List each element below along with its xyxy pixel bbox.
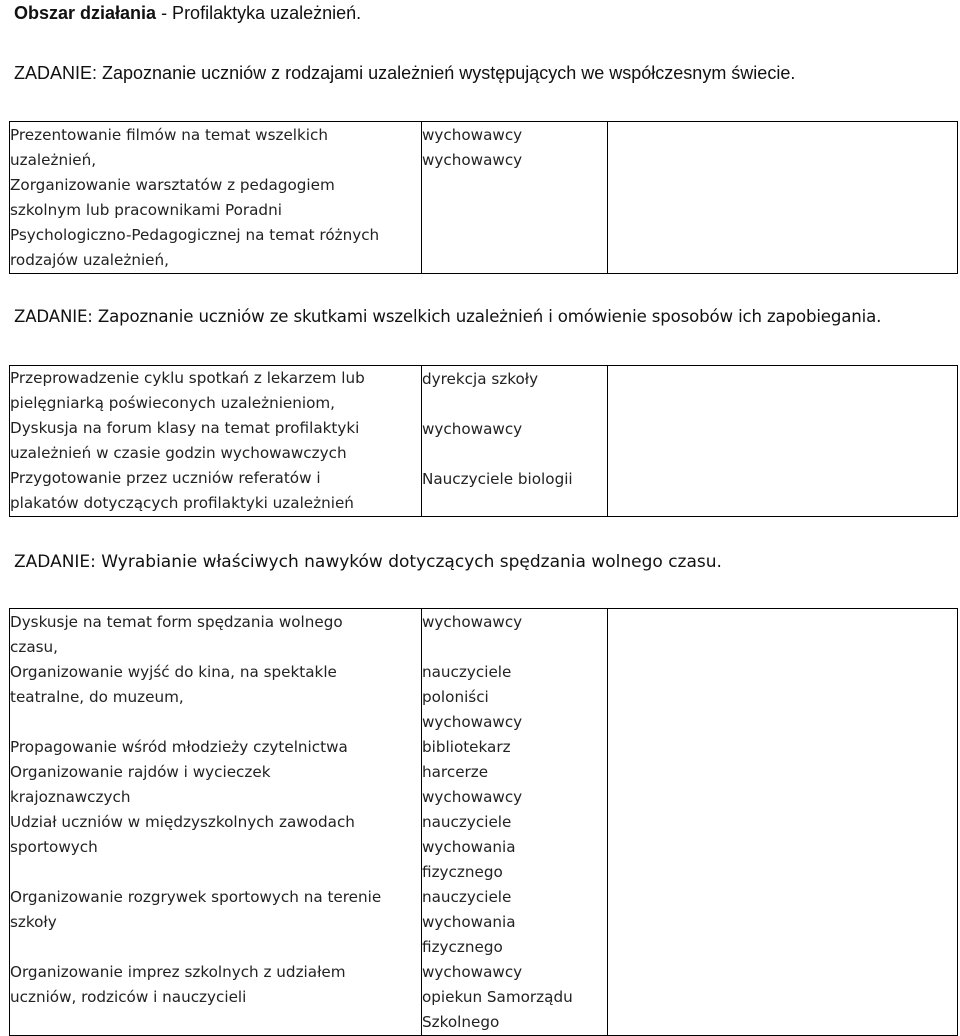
responsible-cell — [422, 366, 608, 517]
activity-line: Psychologiczno-Pedagogicznej na temat różnych — [10, 226, 380, 244]
responsible-line: wychowawcy — [422, 963, 523, 981]
responsible-line: wychowawcy — [422, 151, 523, 169]
activity-line: Organizowanie imprez szkolnych z udziałem — [10, 963, 346, 981]
responsible-line: wychowania — [422, 838, 516, 856]
spacer — [10, 710, 421, 735]
responsible-cell — [422, 609, 608, 1036]
activity-line: Organizowanie rajdów i wycieczek — [10, 763, 271, 781]
activity-line: uzależnień w czasie godzin wychowawczych — [10, 444, 347, 462]
activity-line: czasu, — [10, 638, 58, 656]
empty-cell — [608, 609, 958, 1036]
page-heading — [14, 2, 361, 24]
activity-line: Organizowanie wyjść do kina, na spektakle — [10, 663, 337, 681]
responsible-line: dyrekcja szkoły — [422, 370, 539, 388]
spacer — [422, 442, 607, 467]
activity-line: Dyskusje na temat form spędzania wolnego — [10, 613, 343, 631]
activity-line: plakatów dotyczących profilaktyki uzależnień — [10, 494, 354, 512]
spacer — [10, 860, 421, 885]
area-value: - Profilaktyka uzależnień. — [156, 3, 362, 23]
activity-table-3 — [9, 608, 958, 1036]
table-row — [10, 609, 958, 1036]
activity-table-2 — [9, 365, 958, 517]
responsible-line: fizycznego — [422, 863, 503, 881]
responsible-line: harcerze — [422, 763, 489, 781]
area-label: Obszar działania — [14, 3, 157, 23]
spacer — [422, 392, 607, 417]
activity-line: szkolnym lub pracownikami Poradni — [10, 201, 282, 219]
empty-cell — [608, 122, 958, 274]
activity-line: sportowych — [10, 838, 98, 856]
activity-line: Propagowanie wśród młodzieży czytelnictwa — [10, 738, 348, 756]
task-heading-3: ZADANIE: Wyrabianie właściwych nawyków dotyczących spędzania wolnego czasu. — [14, 552, 722, 572]
task-heading-2: ZADANIE: Zapoznanie uczniów ze skutkami wszelkich uzależnień i omówienie sposobów ich zapobiegania. — [14, 307, 882, 326]
responsible-line: wychowawcy — [422, 126, 523, 144]
spacer — [10, 935, 421, 960]
activity-line: Udział uczniów w międzyszkolnych zawodach — [10, 813, 355, 831]
task-heading-1: ZADANIE: Zapoznanie uczniów z rodzajami uzależnień występujących we współczesnym świecie. — [14, 63, 796, 83]
responsible-line: nauczyciele — [422, 888, 512, 906]
activity-line: Dyskusja na forum klasy na temat profilaktyki — [10, 419, 360, 437]
activity-line: Przeprowadzenie cyklu spotkań z lekarzem lub — [10, 369, 365, 387]
activity-table-1 — [9, 121, 958, 274]
activities-cell — [10, 366, 422, 517]
responsible-line: nauczyciele — [422, 813, 512, 831]
activity-line: rodzajów uzależnień, — [10, 251, 169, 269]
activities-cell — [10, 122, 422, 274]
activity-line: Prezentowanie filmów na temat wszelkich — [10, 126, 329, 144]
spacer — [422, 635, 607, 660]
responsible-line: wychowawcy — [422, 788, 523, 806]
activity-line: uczniów, rodziców i nauczycieli — [10, 988, 247, 1006]
responsible-line: Szkolnego — [422, 1013, 500, 1031]
table-row — [10, 366, 958, 517]
responsible-line: opiekun Samorządu — [422, 988, 573, 1006]
responsible-line: wychowawcy — [422, 613, 523, 631]
responsible-line: bibliotekarz — [422, 738, 511, 756]
activity-line: Organizowanie rozgrywek sportowych na terenie — [10, 888, 382, 906]
activity-line: szkoły — [10, 913, 57, 931]
responsible-line: wychowania — [422, 913, 516, 931]
activity-line: uzależnień, — [10, 151, 97, 169]
activity-line: krajoznawczych — [10, 788, 131, 806]
table-row — [10, 122, 958, 274]
responsible-line: poloniści — [422, 688, 489, 706]
activity-line: Zorganizowanie warsztatów z pedagogiem — [10, 176, 335, 194]
activity-line: pielęgniarką poświeconych uzależnieniom, — [10, 394, 336, 412]
responsible-line: wychowawcy — [422, 713, 523, 731]
responsible-line: fizycznego — [422, 938, 503, 956]
responsible-cell — [422, 122, 608, 274]
responsible-line: nauczyciele — [422, 663, 512, 681]
empty-cell — [608, 366, 958, 517]
activity-line: teatralne, do muzeum, — [10, 688, 184, 706]
activity-line: Przygotowanie przez uczniów referatów i — [10, 469, 321, 487]
activities-cell — [10, 609, 422, 1036]
responsible-line: wychowawcy — [422, 420, 523, 438]
responsible-line: Nauczyciele biologii — [422, 470, 573, 488]
